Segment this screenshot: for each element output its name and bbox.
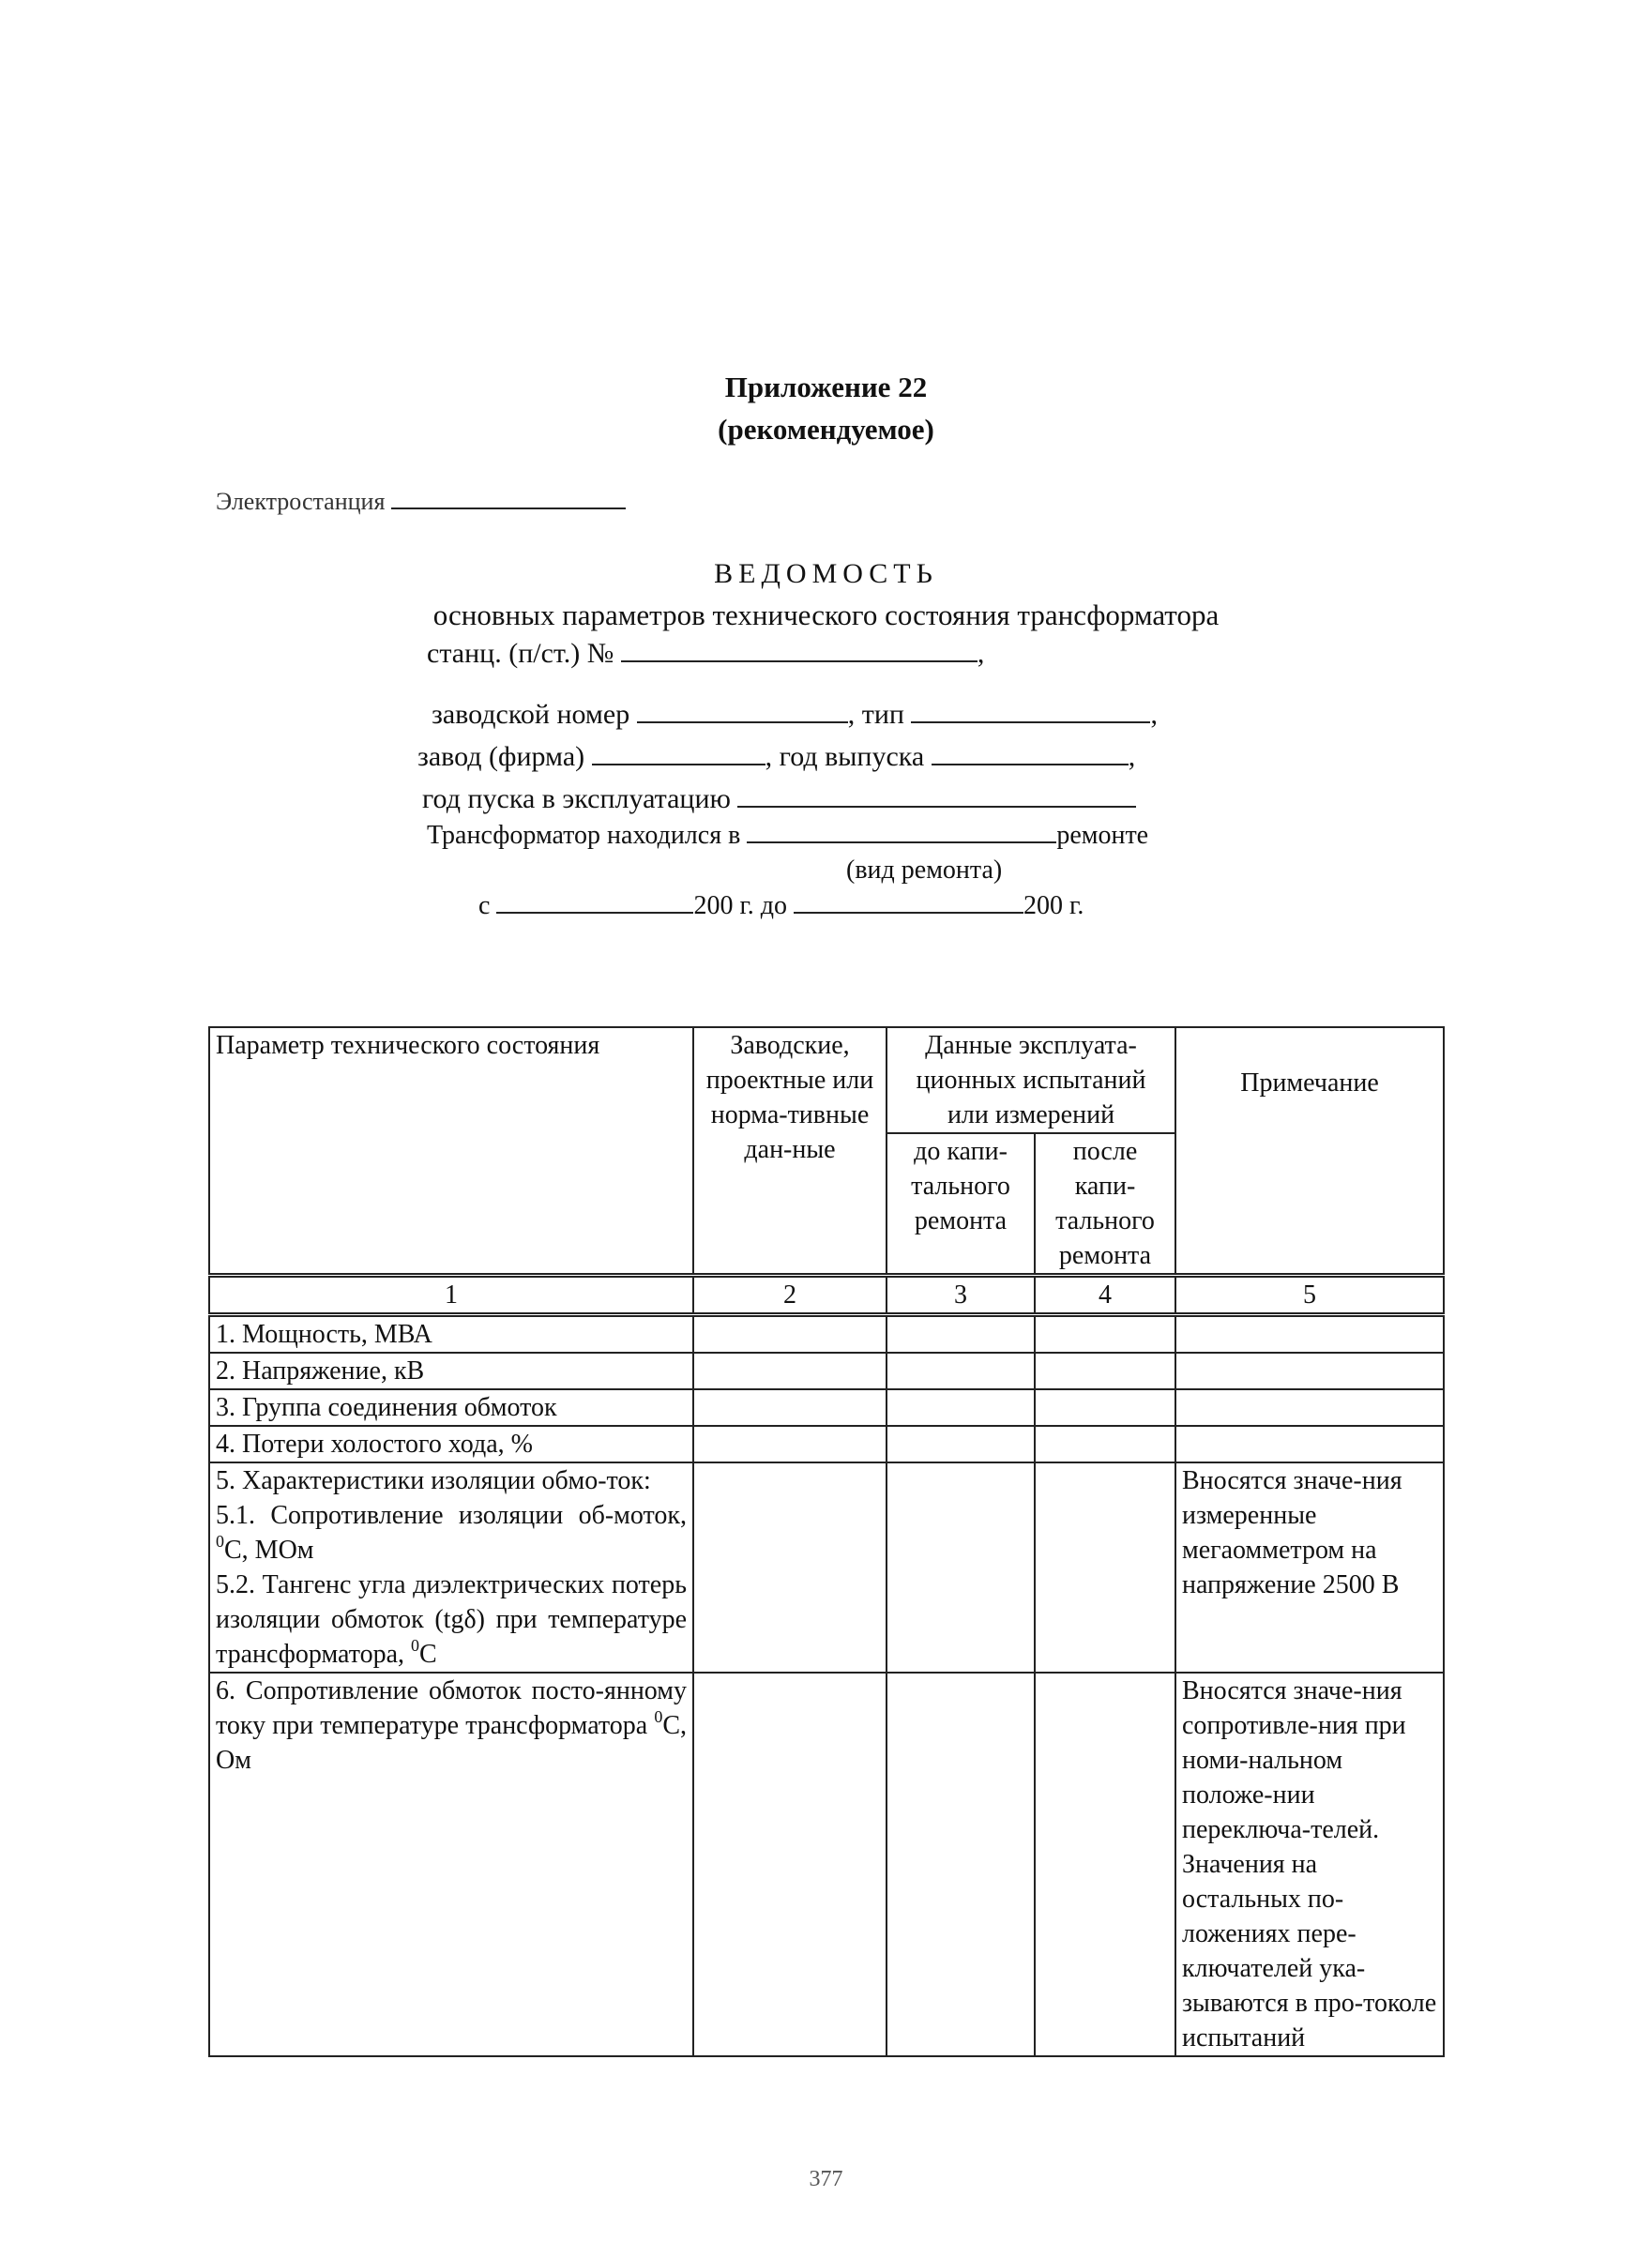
manufacturer-line <box>417 741 1135 773</box>
insulation-tangent-unit: C <box>419 1640 437 1669</box>
cell-empty <box>1035 1353 1175 1389</box>
degree-mark: 0 <box>654 1707 663 1726</box>
repair-hint: (вид ремонта) <box>846 856 1003 885</box>
cell-empty <box>1035 1315 1175 1354</box>
winding-text: 6. Сопротивление обмоток посто-янному току при температуре трансформатора <box>216 1676 687 1740</box>
row-note-winding: Вносятся значе-ния сопротивле-ния при номи-нальном положе-нии переключа-телей. Значения на остальных по-ложениях пере-ключателей ука-зываются в про-токоле испытаний <box>1175 1673 1444 2056</box>
appendix-title: Приложение 22 <box>724 371 928 403</box>
row-param: 3. Группа соединения обмоток <box>209 1389 693 1426</box>
insulation-resistance-unit: C, МОм <box>224 1536 314 1565</box>
station-blank <box>621 659 978 662</box>
manufacturer-blank <box>592 763 765 765</box>
cell-empty <box>1035 1389 1175 1426</box>
dates-line <box>478 891 1084 921</box>
table-row <box>209 1426 1444 1462</box>
degree-mark: 0 <box>411 1636 420 1655</box>
insulation-resistance <box>216 1498 687 1568</box>
from-blank <box>496 911 693 914</box>
factory-line <box>432 699 1158 731</box>
type-label: , тип <box>847 699 904 730</box>
doc-subtitle: основных параметров технического состояния трансформатора <box>432 598 1220 631</box>
row-note <box>1175 1315 1444 1354</box>
repair-blank <box>747 841 1056 843</box>
plant-line <box>216 488 626 516</box>
repair-prefix: Трансформатор находился в <box>427 821 741 850</box>
table-row-winding <box>209 1673 1444 2056</box>
year-to: 200 г. <box>1023 891 1084 920</box>
insulation-resistance-text: 5.1. Сопротивление изоляции об-моток, <box>216 1501 687 1530</box>
factory-number-label: заводской номер <box>432 699 630 730</box>
factory-number-blank <box>637 720 848 723</box>
row-param: 1. Мощность, МВА <box>209 1315 693 1354</box>
table-row-insulation <box>209 1462 1444 1673</box>
commissioning-label: год пуска в эксплуатацию <box>422 783 731 814</box>
cell-empty <box>887 1462 1035 1673</box>
cell-empty <box>887 1353 1035 1389</box>
row-note <box>1175 1389 1444 1426</box>
header-after: после капи-тального ремонта <box>1035 1133 1175 1276</box>
column-numbers-row <box>209 1276 1444 1315</box>
cell-empty <box>887 1426 1035 1462</box>
doc-title: ВЕДОМОСТЬ <box>714 558 938 589</box>
to-blank <box>794 911 1023 914</box>
header-note: Примечание <box>1175 1027 1444 1276</box>
insulation-tangent-text: 5.2. Тангенс угла диэлектрических потерь изоляции обмоток (tgδ) при температуре трансформатора, <box>216 1570 687 1669</box>
row-param-insulation <box>209 1462 693 1673</box>
header-row <box>209 1027 1444 1133</box>
header-operational: Данные эксплуата-ционных испытаний или измерений <box>887 1027 1175 1133</box>
cell-empty <box>1035 1426 1175 1462</box>
cell-empty <box>693 1462 887 1673</box>
header-before: до капи-тального ремонта <box>887 1133 1035 1276</box>
cell-empty <box>693 1426 887 1462</box>
cell-empty <box>693 1315 887 1354</box>
table-row <box>209 1353 1444 1389</box>
insulation-tangent <box>216 1568 687 1672</box>
row-param-winding <box>209 1673 693 2056</box>
cell-empty <box>887 1315 1035 1354</box>
cell-empty <box>693 1353 887 1389</box>
comma: , <box>977 638 985 669</box>
col-number: 3 <box>887 1276 1035 1315</box>
page-number: 377 <box>809 2167 843 2191</box>
cell-empty <box>887 1389 1035 1426</box>
cell-empty <box>887 1673 1035 2056</box>
manufacturer-label: завод (фирма) <box>417 741 585 772</box>
row-param: 4. Потери холостого хода, % <box>209 1426 693 1462</box>
row-note-insulation: Вносятся значе-ния измеренные мегаомметром на напряжение 2500 В <box>1175 1462 1444 1673</box>
cell-empty <box>693 1673 887 2056</box>
winding-unit: C, Ом <box>216 1711 688 1775</box>
year-from: 200 г. до <box>693 891 788 920</box>
plant-blank <box>391 507 626 509</box>
station-label: станц. (п/ст.) № <box>427 638 614 669</box>
comma: , <box>1128 741 1136 772</box>
col-number: 2 <box>693 1276 887 1315</box>
type-blank <box>911 720 1150 723</box>
col-number: 5 <box>1175 1276 1444 1315</box>
cell-empty <box>1035 1462 1175 1673</box>
degree-mark: 0 <box>216 1532 224 1551</box>
station-line <box>427 638 984 670</box>
year-made-label: , год выпуска <box>765 741 925 772</box>
cell-empty <box>1035 1673 1175 2056</box>
col-number: 4 <box>1035 1276 1175 1315</box>
table-row <box>209 1315 1444 1354</box>
repair-suffix: ремонте <box>1056 821 1149 850</box>
commissioning-line <box>422 783 1136 815</box>
row-param: 2. Напряжение, кВ <box>209 1353 693 1389</box>
row-note <box>1175 1353 1444 1389</box>
header-parameter: Параметр технического состояния <box>209 1027 693 1276</box>
appendix-recommended: (рекомендуемое) <box>718 413 934 446</box>
col-number: 1 <box>209 1276 693 1315</box>
commissioning-blank <box>737 805 1136 808</box>
year-made-blank <box>932 763 1129 765</box>
row-note <box>1175 1426 1444 1462</box>
parameters-table <box>208 1026 1445 2057</box>
comma: , <box>1150 699 1158 730</box>
insulation-heading: 5. Характеристики изоляции обмо-ток: <box>216 1466 651 1495</box>
table-row <box>209 1389 1444 1426</box>
cell-empty <box>693 1389 887 1426</box>
from-label: с <box>478 891 491 920</box>
plant-label: Электростанция <box>216 488 386 515</box>
repair-line <box>427 821 1148 851</box>
header-factory: Заводские, проектные или норма-тивные дан-ные <box>693 1027 887 1276</box>
